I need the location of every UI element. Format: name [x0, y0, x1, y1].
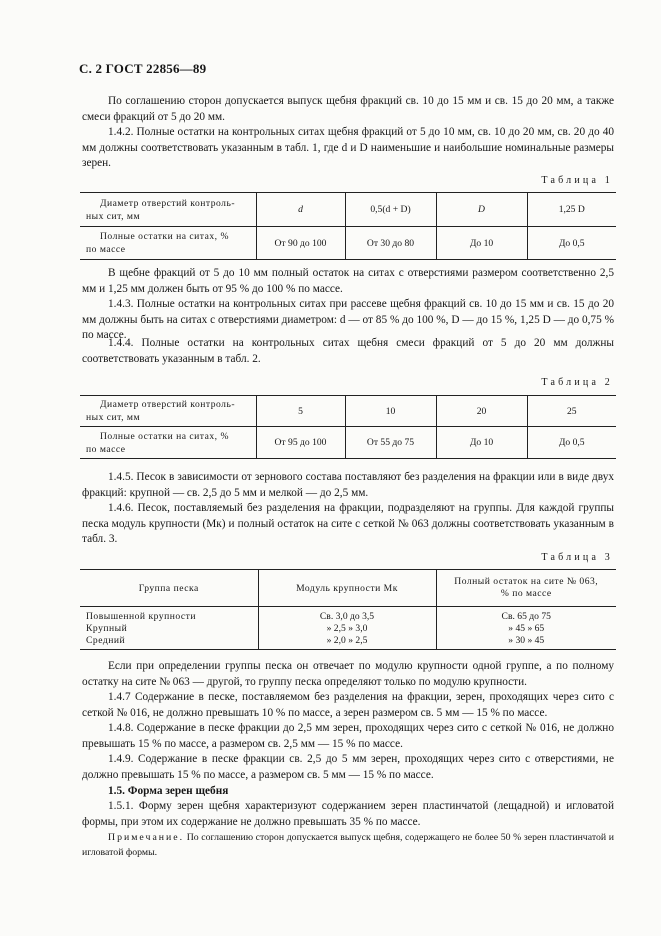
table3-group: Крупный: [86, 623, 128, 634]
table1-cell: До 0,5: [527, 227, 616, 260]
table1-cell: От 30 до 80: [345, 227, 436, 260]
table-1: [80, 192, 616, 260]
paragraph-1: По соглашению сторон допускается выпуск щебня фракций св. 10 до 15 мм и св. 15 до 20 мм, а также смеси фракций от 5 до 20 мм.: [82, 95, 614, 123]
note-label: Примечание.: [108, 832, 185, 843]
paragraph-1-4-3: 1.4.3. Полные остатки на контрольных ситах при рассеве щебня фракций св. 10 до 15 мм и св. 15 до 20 мм должны быть на ситах с отверстиями диаметром: d — от 85 % до 100 %, D — до 15 %, 1,25 D — до 0,75 % по массе.: [82, 298, 614, 342]
page-header: С. 2 ГОСТ 22856—89: [79, 61, 207, 76]
table1-cell: 1,25 D: [527, 193, 616, 227]
table3-caption: Таблица 3: [541, 552, 613, 563]
table3-rest: Св. 65 до 75: [436, 607, 616, 624]
paragraph-1-4-4: 1.4.4. Полные остатки на контрольных ситах щебня смеси фракций от 5 до 20 мм должны соответствовать указанным в табл. 2.: [82, 337, 614, 365]
table2-row2-label: Полные остатки на ситах, % по массе: [80, 427, 256, 459]
table1-cell: От 90 до 100: [256, 227, 345, 260]
table2-cell: 10: [345, 396, 436, 427]
table2-cell: До 10: [436, 427, 527, 459]
note: [82, 830, 614, 860]
paragraph-1-4-7: 1.4.7 Содержание в песке, поставляемом без разделения на фракции, зерен, проходящих через сито с сеткой № 016, не должно превышать 10 % по массе, а зерен размером св. 5 мм — 15 % по массе.: [82, 691, 614, 719]
table3-header-mk: Модуль крупности Mк: [258, 570, 436, 607]
table2-cell: До 0,5: [527, 427, 616, 459]
section-heading-1-5: 1.5. Форма зерен щебня: [108, 785, 229, 797]
table1-row1-label: Диаметр отверстий контроль- ных сит, мм: [80, 193, 256, 227]
table1-row2-label: Полные остатки на ситах, % по массе: [80, 227, 256, 260]
table3-rest: » 30 » 45: [436, 635, 616, 650]
table3-group: Повышенной крупности: [86, 611, 196, 622]
note-text: По соглашению сторон допускается выпуск щебня, содержащего не более 50 % зерен пластинчатой и игловатой формы.: [82, 832, 614, 858]
table2-cell: От 55 до 75: [345, 427, 436, 459]
table3-group: Средний: [80, 635, 258, 650]
paragraph-1-4-8: 1.4.8. Содержание в песке фракции до 2,5 мм зерен, проходящих через сито с сеткой № 016, не должно превышать 15 % по массе, а размером св. 2,5 мм — 15 % по массе.: [82, 722, 614, 750]
table3-mk: » 2,0 » 2,5: [258, 635, 436, 650]
table2-cell: От 95 до 100: [256, 427, 345, 459]
paragraph-2: В щебне фракций от 5 до 10 мм полный остаток на ситах с отверстиями размером соответственно 2,5 мм и 1,25 мм должен быть от 95 % до 100 % по массе.: [82, 267, 614, 295]
paragraph-1-4-2: 1.4.2. Полные остатки на контрольных ситах щебня фракций от 5 до 10 мм, св. 10 до 20 мм, св. 20 до 40 мм должны соответствовать указанным в табл. 1, где d и D наименьшие и наибольшие номинальные размеры зерен.: [82, 126, 614, 170]
table2-cell: 5: [256, 396, 345, 427]
table1-cell: 0,5(d + D): [345, 193, 436, 227]
table1-cell: d: [256, 193, 345, 227]
table3-rest: » 45 » 65: [436, 623, 616, 635]
table-3: [80, 569, 616, 650]
table2-cell: 20: [436, 396, 527, 427]
table2-caption: Таблица 2: [541, 377, 613, 388]
paragraph-1-4-6: 1.4.6. Песок, поставляемый без разделения на фракции, подразделяют на группы. Для каждой группы песка модуль крупности (Mк) и полный остаток на сите с сеткой № 063 должны соответствовать указанным в табл. 3.: [82, 502, 614, 546]
table3-header-rest: Полный остаток на сите № 063, % по массе: [436, 570, 616, 607]
table2-row1-label: Диаметр отверстий контроль- ных сит, мм: [80, 396, 256, 427]
table1-caption: Таблица 1: [541, 175, 613, 186]
paragraph-3: Если при определении группы песка он отвечает по модулю крупности одной группе, а по полному остатку на сите № 063 — другой, то группу песка определяют только по модулю крупности.: [82, 660, 614, 688]
table3-mk: Св. 3,0 до 3,5: [258, 607, 436, 624]
table2-cell: 25: [527, 396, 616, 427]
paragraph-1-5-1: 1.5.1. Форму зерен щебня характеризуют содержанием зерен пластинчатой (лещадной) и игловатой формы, при этом их содержание не должно превышать 35 % по массе.: [82, 800, 614, 828]
table3-header-group: Группа песка: [80, 570, 258, 607]
paragraph-1-4-9: 1.4.9. Содержание в песке фракции св. 2,5 до 5 мм зерен, проходящих через сито с отверстиями, не должно превышать 15 % по массе, а размером св. 5 мм — 15 % по массе.: [82, 753, 614, 781]
table3-mk: » 2,5 » 3,0: [258, 623, 436, 635]
paragraph-1-4-5: 1.4.5. Песок в зависимости от зернового состава поставляют без разделения на фракции или в виде двух фракций: крупной — св. 2,5 до 5 мм и мелкой — до 2,5 мм.: [82, 471, 614, 499]
table-2: [80, 395, 616, 459]
table1-cell: D: [436, 193, 527, 227]
table1-cell: До 10: [436, 227, 527, 260]
